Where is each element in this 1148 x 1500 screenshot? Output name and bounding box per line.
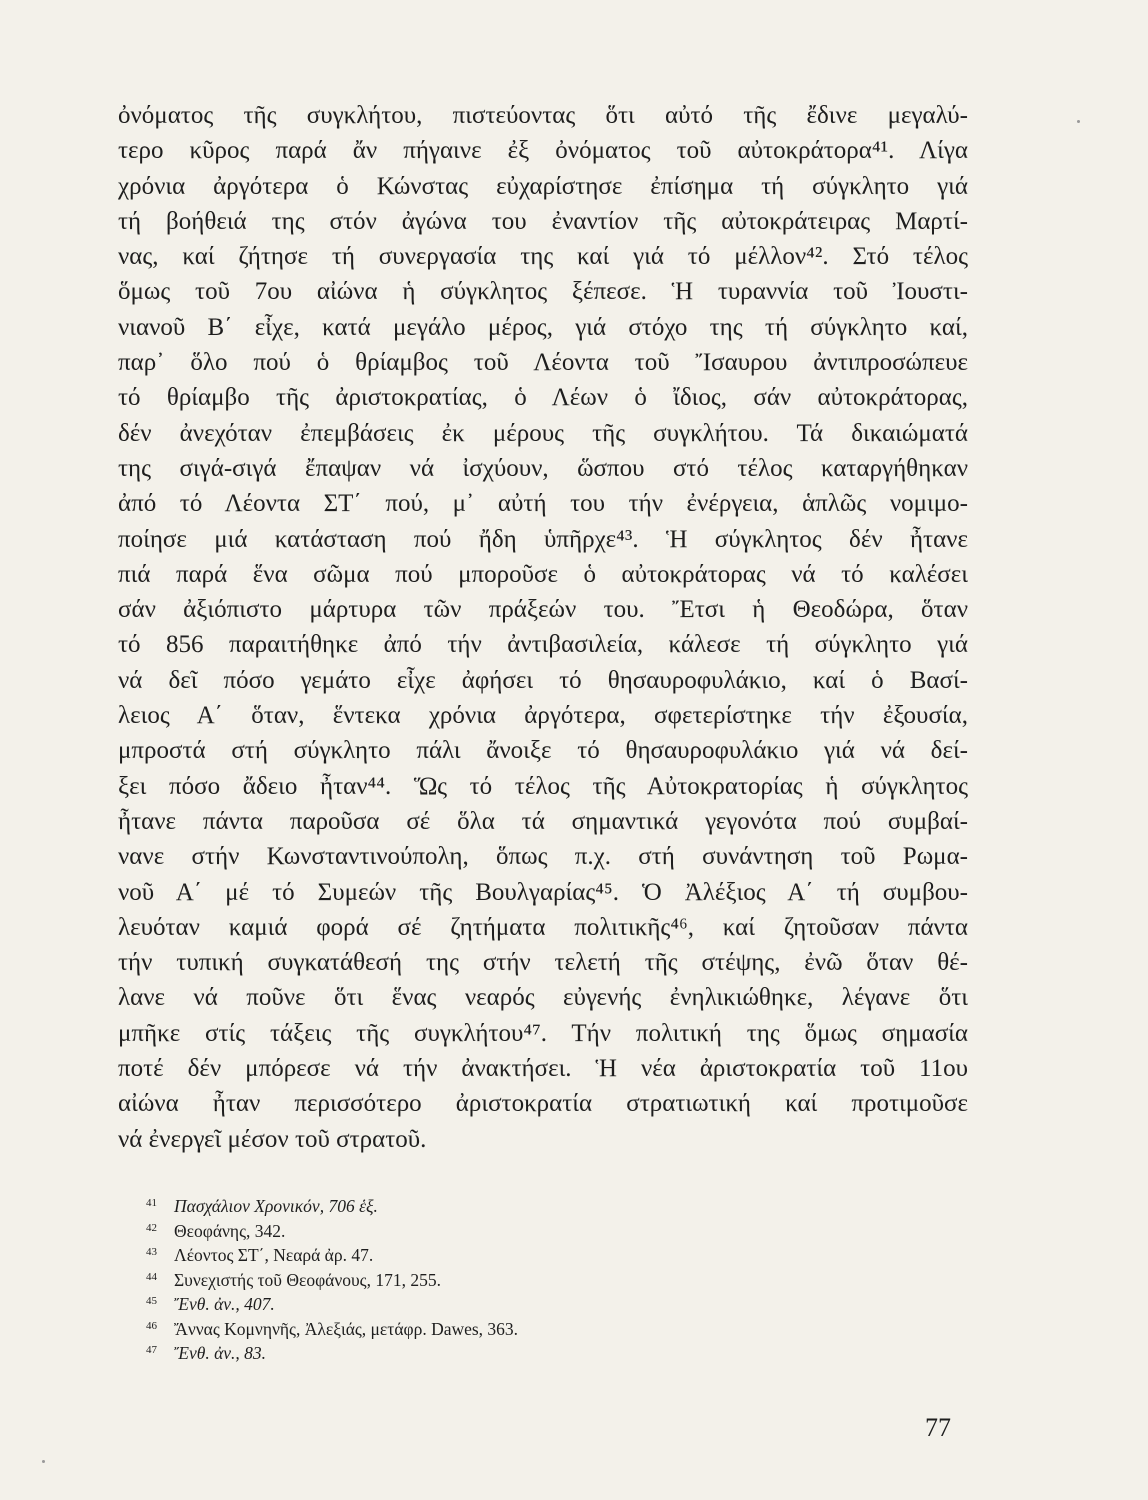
- body-line: νας, καί ζήτησε τή συνεργασία της καί γιά τό μέλλον⁴². Στό τέλος: [118, 243, 968, 271]
- footnotes: [146, 1191, 846, 1363]
- footnote-text: Ἄννας Κομνηνῆς, Ἀλεξιάς, μετάφρ. Dawes, 363.: [174, 1318, 519, 1339]
- body-line: τήν τυπική συγκατάθεσή της στήν τελετή τῆς στέψης, ἐνῶ ὅταν θέ-: [118, 949, 968, 977]
- body-line: λανε νά ποῦνε ὅτι ἕνας νεαρός εὐγενής ἐνηλικιώθηκε, λέγανε ὅτι: [118, 984, 968, 1012]
- footnote-text: Ἔνθ. ἀν., 83.: [174, 1343, 267, 1363]
- body-line: ἀπό τό Λέοντα ΣΤ΄ πού, μ᾽ αὐτή του τήν ἐνέργεια, ἁπλῶς νομιμο-: [118, 490, 968, 518]
- footnote-text: Ἔνθ. ἀν., 407.: [174, 1294, 275, 1314]
- footnote-number: 43: [146, 1246, 157, 1258]
- body-line: μπῆκε στίς τάξεις τῆς συγκλήτου⁴⁷. Τήν πολιτική της ὅμως σημασία: [118, 1019, 968, 1047]
- page-number: 77: [925, 1413, 951, 1442]
- footnote: [146, 1265, 846, 1290]
- body-line: νιανοῦ Β΄ εἶχε, κατά μεγάλο μέρος, γιά στόχο της τή σύγκλητο καί,: [118, 313, 968, 341]
- body-line: νά δεῖ πόσο γεμάτο εἶχε ἀφήσει τό θησαυροφυλάκιο, καί ὁ Βασί-: [118, 666, 968, 694]
- body-line: αἰώνα ἦταν περισσότερο ἀριστοκρατία στρατιωτική καί προτιμοῦσε: [118, 1090, 968, 1118]
- footnote: [146, 1338, 846, 1363]
- footnote: [146, 1314, 846, 1339]
- footnote: [146, 1240, 846, 1265]
- body-line: τό θρίαμβο τῆς ἀριστοκρατίας, ὁ Λέων ὁ ἴδιος, σάν αὐτοκράτορας,: [118, 384, 968, 412]
- footnote: [146, 1216, 846, 1241]
- footnote-text: Πασχάλιον Χρονικόν, 706 ἑξ.: [174, 1196, 378, 1216]
- footnote-number: 42: [146, 1221, 157, 1234]
- body-line: ποτέ δέν μπόρεσε νά τήν ἀνακτήσει. Ἡ νέα ἀριστοκρατία τοῦ 11ου: [118, 1055, 968, 1083]
- footnote-number: 45: [146, 1295, 157, 1307]
- footnote-text: Λέοντος ΣΤ΄, Νεαρά ἀρ. 47.: [174, 1245, 374, 1265]
- body-line: δέν ἀνεχόταν ἐπεμβάσεις ἐκ μέρους τῆς συγκλήτου. Τά δικαιώματά: [118, 419, 968, 447]
- paper-speck: [42, 1460, 45, 1463]
- footnote-text: Θεοφάνης, 342.: [174, 1220, 286, 1241]
- footnote-number: 47: [146, 1344, 157, 1356]
- body-line: λευόταν καμιά φορά σέ ζητήματα πολιτικῆς⁴⁶, καί ζητοῦσαν πάντα: [118, 913, 968, 941]
- footnote: [146, 1191, 846, 1216]
- body-line: νοῦ Α΄ μέ τό Συμεών τῆς Βουλγαρίας⁴⁵. Ὁ Ἀλέξιος Α΄ τή συμβου-: [118, 878, 968, 906]
- body-text: [118, 98, 968, 1157]
- footnote: [146, 1289, 846, 1314]
- body-line: ὅμως τοῦ 7ου αἰώνα ἡ σύγκλητος ξέπεσε. Ἡ τυραννία τοῦ Ἰουστι-: [118, 278, 968, 306]
- body-line: μπροστά στή σύγκλητο πάλι ἄνοιξε τό θησαυροφυλάκιο γιά νά δεί-: [118, 737, 968, 765]
- body-line: ξει πόσο ἄδειο ἦταν⁴⁴. Ὥς τό τέλος τῆς Αὐτοκρατορίας ἡ σύγκλητος: [118, 772, 968, 800]
- body-line: ποίησε μιά κατάσταση πού ἤδη ὑπῆρχε⁴³. Ἡ σύγκλητος δέν ἦτανε: [118, 525, 968, 553]
- body-line: σάν ἀξιόπιστο μάρτυρα τῶν πράξεών του. Ἔτσι ἡ Θεοδώρα, ὅταν: [118, 596, 968, 624]
- body-line: της σιγά-σιγά ἔπαψαν νά ἰσχύουν, ὥσπου στό τέλος καταργήθηκαν: [118, 454, 968, 482]
- body-line: παρ᾽ ὅλο πού ὁ θρίαμβος τοῦ Λέοντα τοῦ Ἴσαυρου ἀντιπροσώπευε: [118, 349, 968, 377]
- body-line: νά ἐνεργεῖ μέσον τοῦ στρατοῦ.: [118, 1125, 427, 1153]
- body-line: ἦτανε πάντα παροῦσα σέ ὅλα τά σημαντικά γεγονότα πού συμβαί-: [118, 807, 968, 835]
- footnote-number: 44: [146, 1270, 157, 1283]
- body-line: πιά παρά ἕνα σῶμα πού μποροῦσε ὁ αὐτοκράτορας νά τό καλέσει: [118, 560, 968, 588]
- body-line: τερο κῦρος παρά ἄν πήγαινε ἐξ ὀνόματος τοῦ αὐτοκράτορα⁴¹. Λίγα: [118, 137, 968, 165]
- footnote-text: Συνεχιστής τοῦ Θεοφάνους, 171, 255.: [174, 1269, 441, 1290]
- footnote-number: 41: [146, 1197, 157, 1209]
- body-line: νανε στήν Κωνσταντινούπολη, ὅπως π.χ. στή συνάντηση τοῦ Ρωμα-: [118, 843, 968, 871]
- body-line: τό 856 παραιτήθηκε ἀπό τήν ἀντιβασιλεία, κάλεσε τή σύγκλητο γιά: [118, 631, 968, 659]
- body-line: χρόνια ἀργότερα ὁ Κώνστας εὐχαρίστησε ἐπίσημα τή σύγκλητο γιά: [118, 172, 968, 200]
- body-line: λειος Α΄ ὅταν, ἕντεκα χρόνια ἀργότερα, σφετερίστηκε τήν ἐξουσία,: [118, 702, 968, 730]
- paper-speck: [1077, 120, 1080, 123]
- body-line: τή βοήθειά της στόν ἀγώνα του ἐναντίον τῆς αὐτοκράτειρας Μαρτί-: [118, 207, 968, 235]
- footnote-number: 46: [146, 1319, 157, 1332]
- body-line: ὀνόματος τῆς συγκλήτου, πιστεύοντας ὅτι αὐτό τῆς ἔδινε μεγαλύ-: [118, 102, 968, 129]
